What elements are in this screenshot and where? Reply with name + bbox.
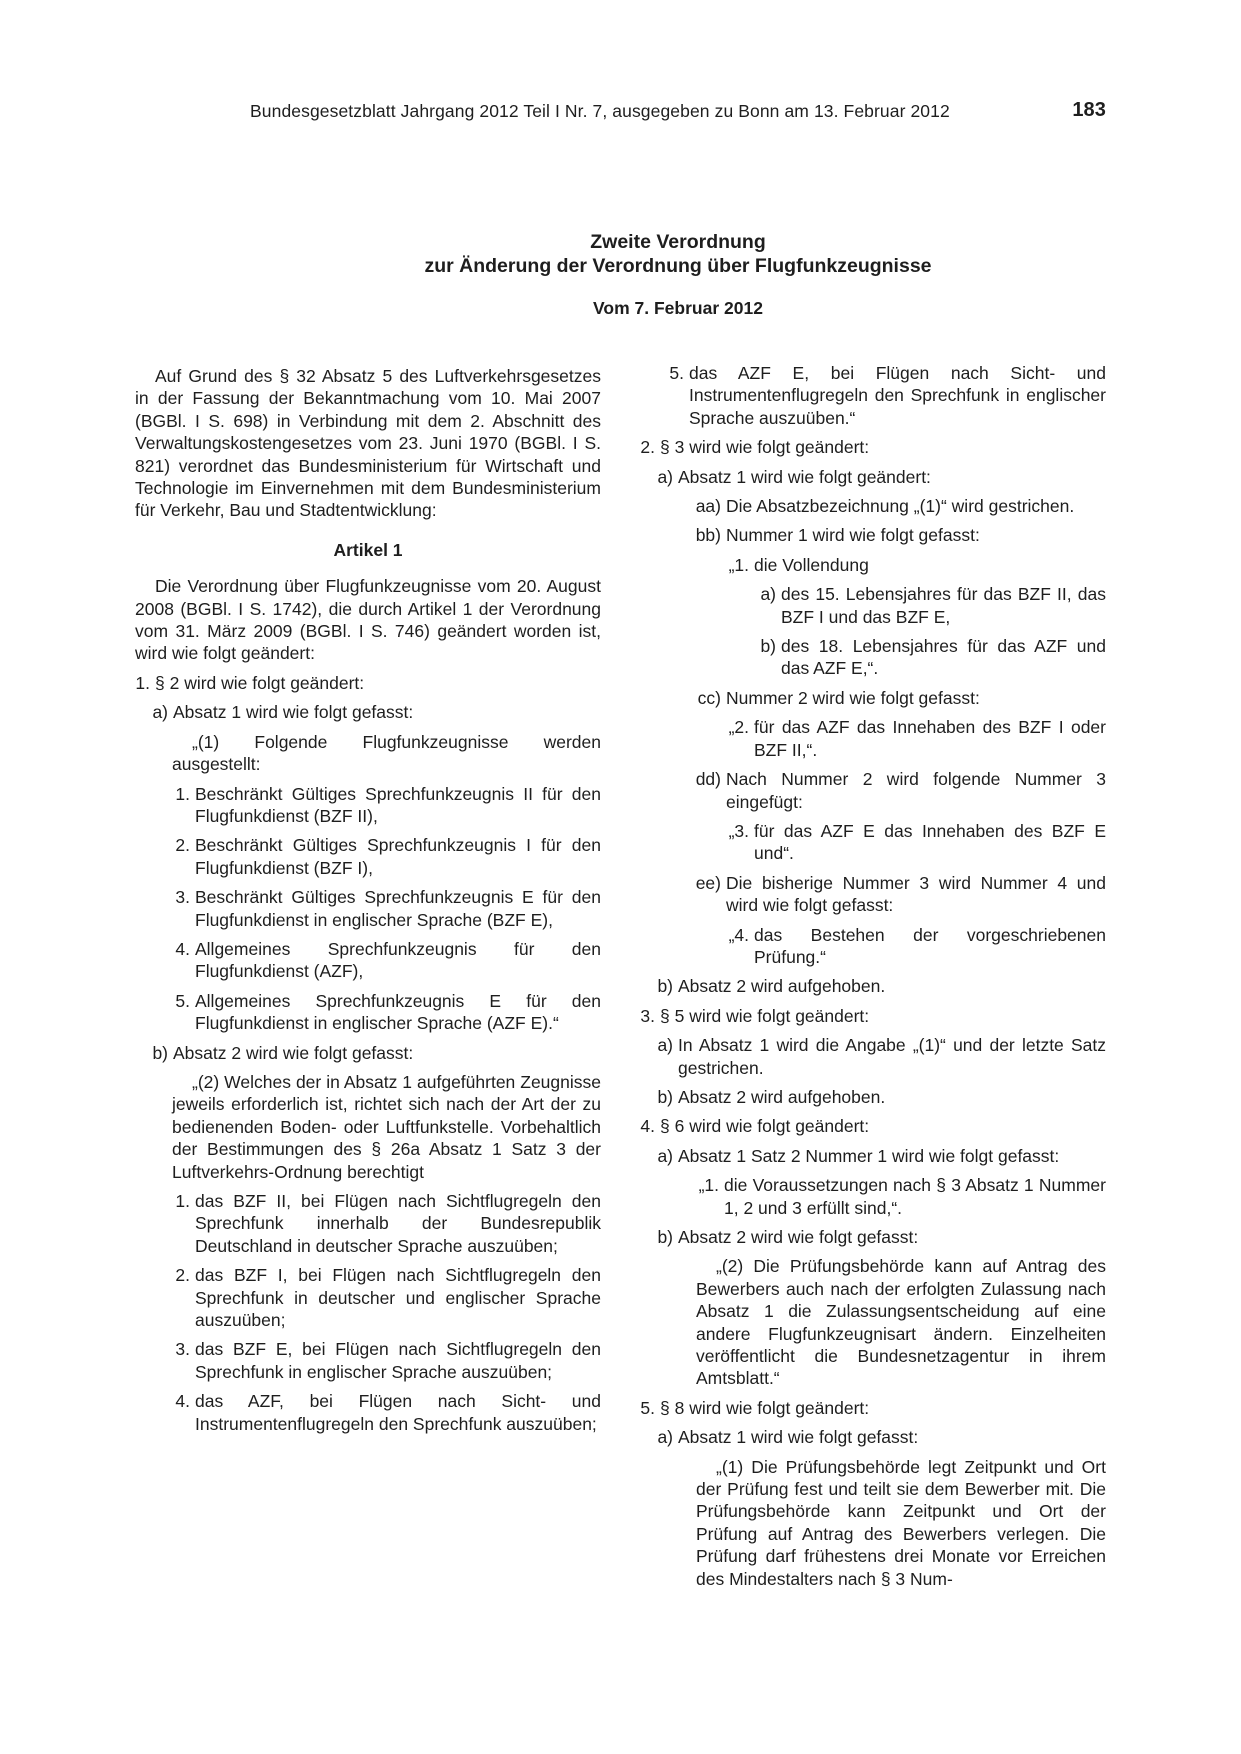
- article-heading: Artikel 1: [333, 539, 403, 560]
- list-item: b) Absatz 2 wird wie folgt gefasst:: [657, 1227, 919, 1247]
- title-line-1: Zweite Verordnung: [590, 231, 766, 253]
- list-item: 4. das AZF, bei Flügen nach Sicht- und Instrumentenflugregeln den Sprechfunk auszuüben;: [175, 1391, 601, 1434]
- list-item: „1. die Vollendung: [728, 554, 869, 575]
- list-item: a) des 15. Lebensjahres für das BZF II, das BZF I und das BZF E,: [760, 584, 1106, 627]
- list-item: a) Absatz 1 wird wie folgt geändert:: [657, 466, 931, 487]
- page-number: 183: [1072, 99, 1106, 121]
- list-item: 1. das BZF II, bei Flügen nach Sichtflugregeln den Sprechfunk innerhalb der Bundesrepublik Deutschland in deutscher Sprache auszuüben;: [175, 1191, 601, 1256]
- list-item: 4. Allgemeines Sprechfunkzeugnis für den Flugfunkdienst (AZF),: [175, 938, 601, 982]
- document-date: Vom 7. Februar 2012: [593, 298, 763, 318]
- list-item: ee) Die bisherige Nummer 3 wird Nummer 4 und wird wie folgt gefasst:: [695, 872, 1106, 916]
- article-intro: Die Verordnung über Flugfunkzeugnisse vom 20. August 2008 (BGBl. I S. 1742), die durch Artikel 1 der Verordnung vom 31. März 2009 (BGBl. I S. 746) geändert worden ist, wird wie folgt geändert:: [135, 576, 601, 664]
- quote-paragraph: „(2) Die Prüfungsbehörde kann auf Antrag des Bewerbers auch nach der erfolgten Zulassung nach Absatz 1 die Zulassungsentscheidung auf eine andere Flugfunkzeugnisart ändern. Einzelheiten veröffentlicht die Bundesnetzagentur in ihrem Amtsblatt.“: [696, 1256, 1106, 1389]
- list-item: a) Absatz 1 Satz 2 Nummer 1 wird wie folgt gefasst:: [657, 1145, 1060, 1166]
- list-item: 5. das AZF E, bei Flügen nach Sicht- und Instrumentenflugregeln den Sprechfunk in englischer Sprache auszuüben.“: [669, 363, 1106, 428]
- list-item: bb) Nummer 1 wird wie folgt gefasst:: [695, 525, 980, 546]
- list-item: 5. Allgemeines Sprechfunkzeugnis E für den Flugfunkdienst in englischer Sprache (AZF E).“: [175, 990, 601, 1034]
- preamble: Auf Grund des § 32 Absatz 5 des Luftverkehrsgesetzes in der Fassung der Bekanntmachung vom 10. Mai 2007 (BGBl. I S. 698) in Verbindung mit dem 2. Abschnitt des Verwaltungskostengesetzes vom 23. Juni 1970 (BGBl. I S. 821) verordnet das Bundesministerium für Wirtschaft und Technologie im Einvernehmen mit dem Bundesministerium für Verkehr, Bau und Stadtentwicklung:: [135, 366, 601, 521]
- quote-paragraph: „(2) Welches der in Absatz 1 aufgeführten Zeugnisse jeweils erforderlich ist, richtet sich nach der Art der zu bedienenden Boden- oder Luftfunkstelle. Vorbehaltlich der Bestimmungen des § 26a Absatz 1 Satz 3 der Luftverkehrs-Ordnung berechtigt: [172, 1071, 601, 1182]
- quote-paragraph: „(1) Die Prüfungsbehörde legt Zeitpunkt und Ort der Prüfung fest und teilt sie dem Bewerber mit. Die Prüfungsbehörde kann Zeitpunkt und Ort der Prüfung auf Antrag des Bewerbers verlegen. Die Prüfung darf frühestens drei Monate vor Erreichen des Mindestalters nach § 3 Num-: [696, 1456, 1106, 1589]
- list-item: 3. § 5 wird wie folgt geändert:: [640, 1005, 870, 1026]
- document-title: [250, 230, 1106, 278]
- list-item: dd) Nach Nummer 2 wird folgende Nummer 3 eingefügt:: [695, 769, 1106, 812]
- list-item: b) des 18. Lebensjahres für das AZF und das AZF E,“.: [760, 636, 1106, 679]
- list-item: 1. § 2 wird wie folgt geändert:: [135, 672, 365, 693]
- running-title: Bundesgesetzblatt Jahrgang 2012 Teil I Nr. 7, ausgegeben zu Bonn am 13. Februar 2012: [250, 101, 950, 121]
- list-item: „1. die Voraussetzungen nach § 3 Absatz 1 Nummer 1, 2 und 3 erfüllt sind,“.: [698, 1175, 1106, 1218]
- title-line-2: zur Änderung der Verordnung über Flugfunkzeugnisse: [424, 255, 932, 277]
- running-header: [250, 101, 1106, 129]
- list-item: a) Absatz 1 wird wie folgt gefasst:: [657, 1427, 919, 1448]
- list-item: cc) Nummer 2 wird wie folgt gefasst:: [697, 687, 980, 708]
- list-item: 3. Beschränkt Gültiges Sprechfunkzeugnis E für den Flugfunkdienst in englischer Sprache (BZF E),: [175, 887, 601, 930]
- list-item: a) Absatz 1 wird wie folgt gefasst:: [152, 702, 414, 723]
- list-item: 2. das BZF I, bei Flügen nach Sichtflugregeln den Sprechfunk in deutscher und englischer Sprache auszuüben;: [175, 1265, 601, 1331]
- list-item: 2. § 3 wird wie folgt geändert:: [640, 437, 870, 458]
- list-item: „2. für das AZF das Innehaben des BZF I oder BZF II,“.: [728, 717, 1106, 760]
- list-item: 4. § 6 wird wie folgt geändert:: [640, 1116, 870, 1137]
- list-item: „4. das Bestehen der vorgeschriebenen Prüfung.“: [728, 924, 1106, 967]
- list-item: „3. für das AZF E das Innehaben des BZF E und“.: [728, 820, 1106, 864]
- list-item: 5. § 8 wird wie folgt geändert:: [640, 1397, 870, 1418]
- list-item: b) Absatz 2 wird aufgehoben.: [657, 976, 886, 997]
- list-item: 3. das BZF E, bei Flügen nach Sichtflugregeln den Sprechfunk in englischer Sprache auszuüben;: [175, 1339, 601, 1382]
- list-item: 1. Beschränkt Gültiges Sprechfunkzeugnis II für den Flugfunkdienst (BZF II),: [175, 783, 601, 826]
- list-item: a) In Absatz 1 wird die Angabe „(1)“ und der letzte Satz gestrichen.: [657, 1035, 1106, 1078]
- left-column: [135, 365, 601, 1435]
- list-item: aa) Die Absatzbezeichnung „(1)“ wird gestrichen.: [695, 496, 1075, 517]
- list-item: b) Absatz 2 wird wie folgt gefasst:: [152, 1042, 414, 1063]
- list-item: b) Absatz 2 wird aufgehoben.: [657, 1086, 886, 1107]
- list-item: 2. Beschränkt Gültiges Sprechfunkzeugnis I für den Flugfunkdienst (BZF I),: [175, 835, 601, 878]
- right-column: [640, 362, 1106, 1590]
- quote-paragraph: „(1) Folgende Flugfunkzeugnisse werden ausgestellt:: [172, 731, 601, 775]
